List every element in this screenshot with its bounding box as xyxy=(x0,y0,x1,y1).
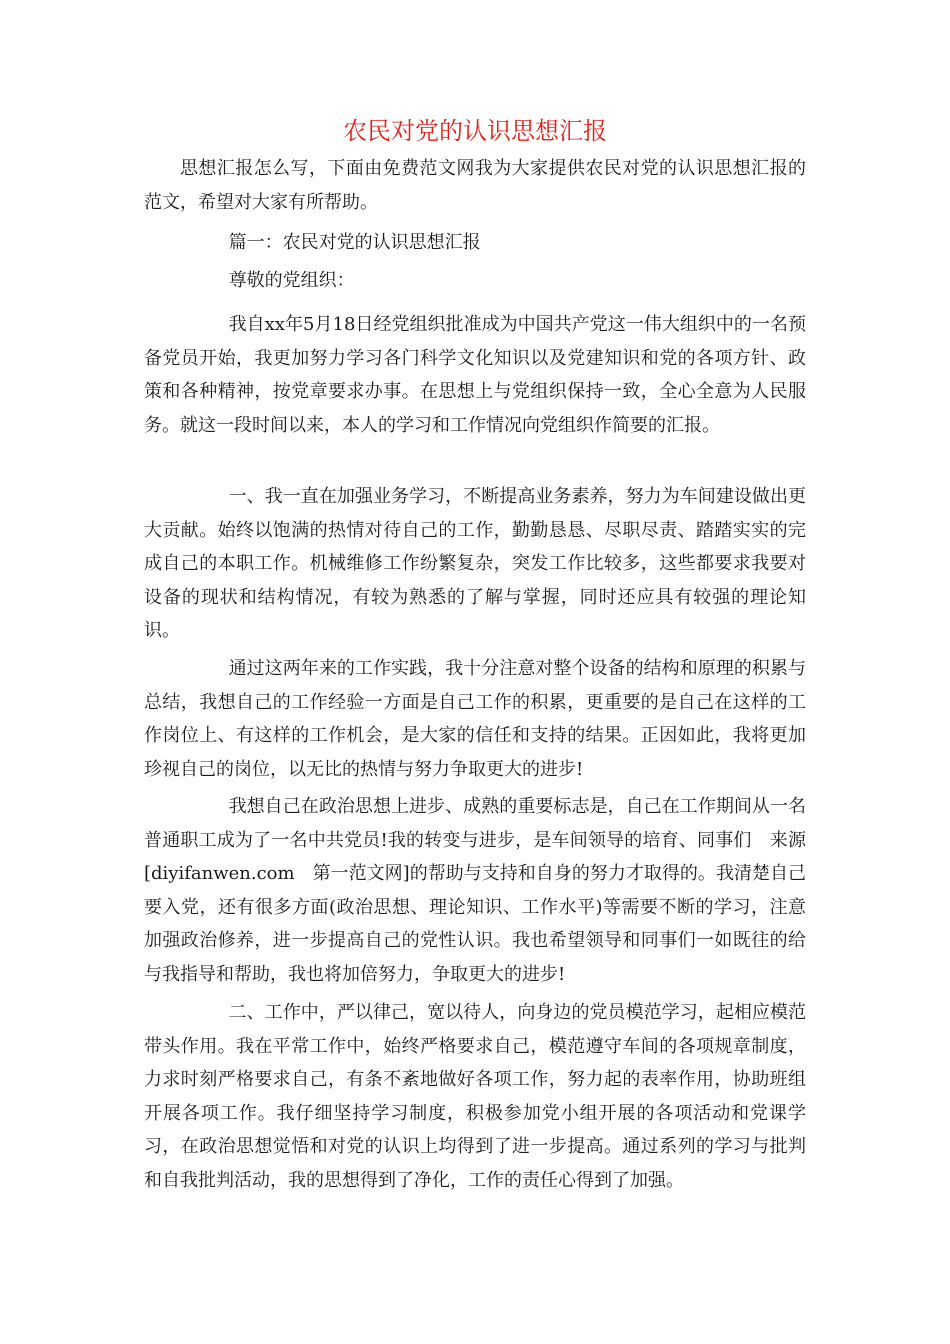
paragraph-block-1 xyxy=(144,308,806,442)
salutation-block xyxy=(144,264,806,298)
paragraph-block-4 xyxy=(144,790,806,991)
paragraph-block-2 xyxy=(144,480,806,648)
salutation: 尊敬的党组织： xyxy=(228,270,355,291)
section-heading: 篇一：农民对党的认识思想汇报 xyxy=(228,232,481,253)
document-title: 农民对党的认识思想汇报 xyxy=(343,117,607,145)
body-paragraph: 我自xx年5月18日经党组织批准成为中国共产党这一伟大组织中的一名预备党员开始，我更加努力学习各门科学文化知识以及党建知识和党的各项方针、政策和各种精神，按党章要求办事。在思想上与党组织保持一致，全心全意为人民服务。就这一段时间以来，本人的学习和工作情况向党组织作简要的汇报。 xyxy=(144,314,806,436)
body-paragraph: 一、我一直在加强业务学习，不断提高业务素养，努力为车间建设做出更大贡献。始终以饱满的热情对待自己的工作，勤勤恳恳、尽职尽责、踏踏实实的完成自己的本职工作。机械维修工作纷繁复杂，突发工作比较多，这些都要求我要对设备的现状和结构情况，有较为熟悉的了解与掌握，同时还应具有较强的理论知识。 xyxy=(144,486,806,641)
body-paragraph: 二、工作中，严以律己，宽以待人，向身边的党员模范学习，起相应模范带头作用。我在平常工作中，始终严格要求自己，模范遵守车间的各项规章制度，力求时刻严格要求自己，有条不紊地做好各项工作，努力起的表率作用，协助班组开展各项工作。我仔细坚持学习制度，积极参加党小组开展的各项活动和党课学习，在政治思想觉悟和对党的认识上均得到了进一步提高。通过系列的学习与批判和自我批判活动，我的思想得到了净化，工作的责任心得到了加强。 xyxy=(144,1002,806,1191)
intro-block xyxy=(144,152,806,219)
body-paragraph: 通过这两年来的工作实践，我十分注意对整个设备的结构和原理的积累与总结，我想自己的工作经验一方面是自己工作的积累，更重要的是自己在这样的工作岗位上、有这样的工作机会，是大家的信任和支持的结果。正因如此，我将更加珍视自己的岗位，以无比的热情与努力争取更大的进步! xyxy=(144,658,806,780)
body-paragraph: 我想自己在政治思想上进步、成熟的重要标志是，自己在工作期间从一名普通职工成为了一名中共党员!我的转变与进步，是车间领导的培育、同事们 来源[diyifanwen.com 第一范文网]的帮助与支持和自身的努力才取得的。我清楚自己要入党，还有很多方面(政治思想、理论知识、工作水平)等需要不断的学习，注意加强政治修养，进一步提高自己的党性认识。我也希望领导和同事们一如既往的给与我指导和帮助，我也将加倍努力，争取更大的进步! xyxy=(144,796,806,985)
paragraph-block-5 xyxy=(144,996,806,1197)
heading-block xyxy=(144,226,806,260)
intro-paragraph: 思想汇报怎么写，下面由免费范文网我为大家提供农民对党的认识思想汇报的范文，希望对大家有所帮助。 xyxy=(144,158,806,213)
paragraph-block-3 xyxy=(144,652,806,786)
